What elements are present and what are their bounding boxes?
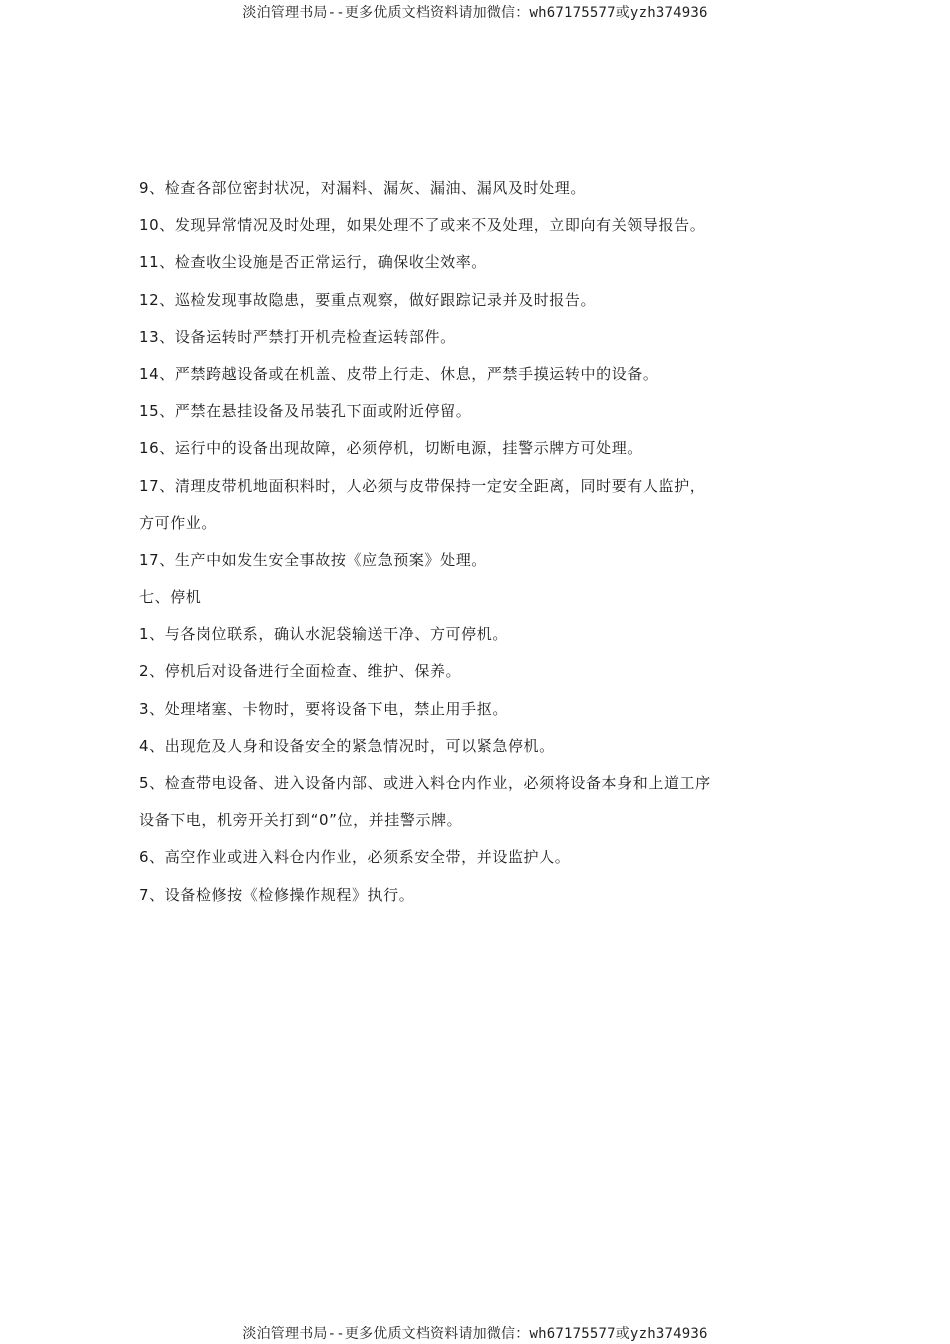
page-footer: 淡泊管理书局--更多优质文档资料请加微信：wh67175577或yzh374936 xyxy=(242,1326,708,1342)
body-line: 4、出现危及人身和设备安全的紧急情况时，可以紧急停机。 xyxy=(139,736,555,755)
body-line: 12、巡检发现事故隐患，要重点观察，做好跟踪记录并及时报告。 xyxy=(139,290,597,309)
body-line: 17、生产中如发生安全事故按《应急预案》处理。 xyxy=(139,550,487,569)
section-heading: 七、停机 xyxy=(139,588,202,607)
body-line: 16、运行中的设备出现故障，必须停机，切断电源，挂警示牌方可处理。 xyxy=(139,439,643,458)
body-line: 1、与各岗位联系，确认水泥袋输送干净、方可停机。 xyxy=(139,625,508,644)
body-line: 13、设备运转时严禁打开机壳检查运转部件。 xyxy=(139,327,456,346)
body-line: 15、严禁在悬挂设备及吊装孔下面或附近停留。 xyxy=(139,402,472,421)
body-line: 9、检查各部位密封状况，对漏料、漏灰、漏油、漏风及时处理。 xyxy=(139,179,586,197)
body-line: 11、检查收尘设施是否正常运行，确保收尘效率。 xyxy=(139,253,487,272)
document-body xyxy=(139,170,819,914)
body-line: 3、处理堵塞、卡物时，要将设备下电，禁止用手抠。 xyxy=(139,699,508,718)
body-line: 7、设备检修按《检修操作规程》执行。 xyxy=(139,885,415,904)
body-line: 17、清理皮带机地面积料时，人必须与皮带保持一定安全距离，同时要有人监护， xyxy=(139,476,706,495)
body-line: 14、严禁跨越设备或在机盖、皮带上行走、休息，严禁手摸运转中的设备。 xyxy=(139,364,659,383)
body-line: 设备下电，机旁开关打到“0”位，并挂警示牌。 xyxy=(139,811,463,830)
body-line: 6、高空作业或进入料仓内作业，必须系安全带，并设监护人。 xyxy=(139,848,571,867)
body-line: 方可作业。 xyxy=(139,513,218,532)
page-header: 淡泊管理书局--更多优质文档资料请加微信：wh67175577或yzh374936 xyxy=(242,5,708,21)
body-line: 5、检查带电设备、进入设备内部、或进入料仓内作业，必须将设备本身和上道工序 xyxy=(139,774,711,792)
body-line: 2、停机后对设备进行全面检查、维护、保养。 xyxy=(139,662,462,681)
body-line: 10、发现异常情况及时处理，如果处理不了或来不及处理，立即向有关领导报告。 xyxy=(139,216,706,235)
